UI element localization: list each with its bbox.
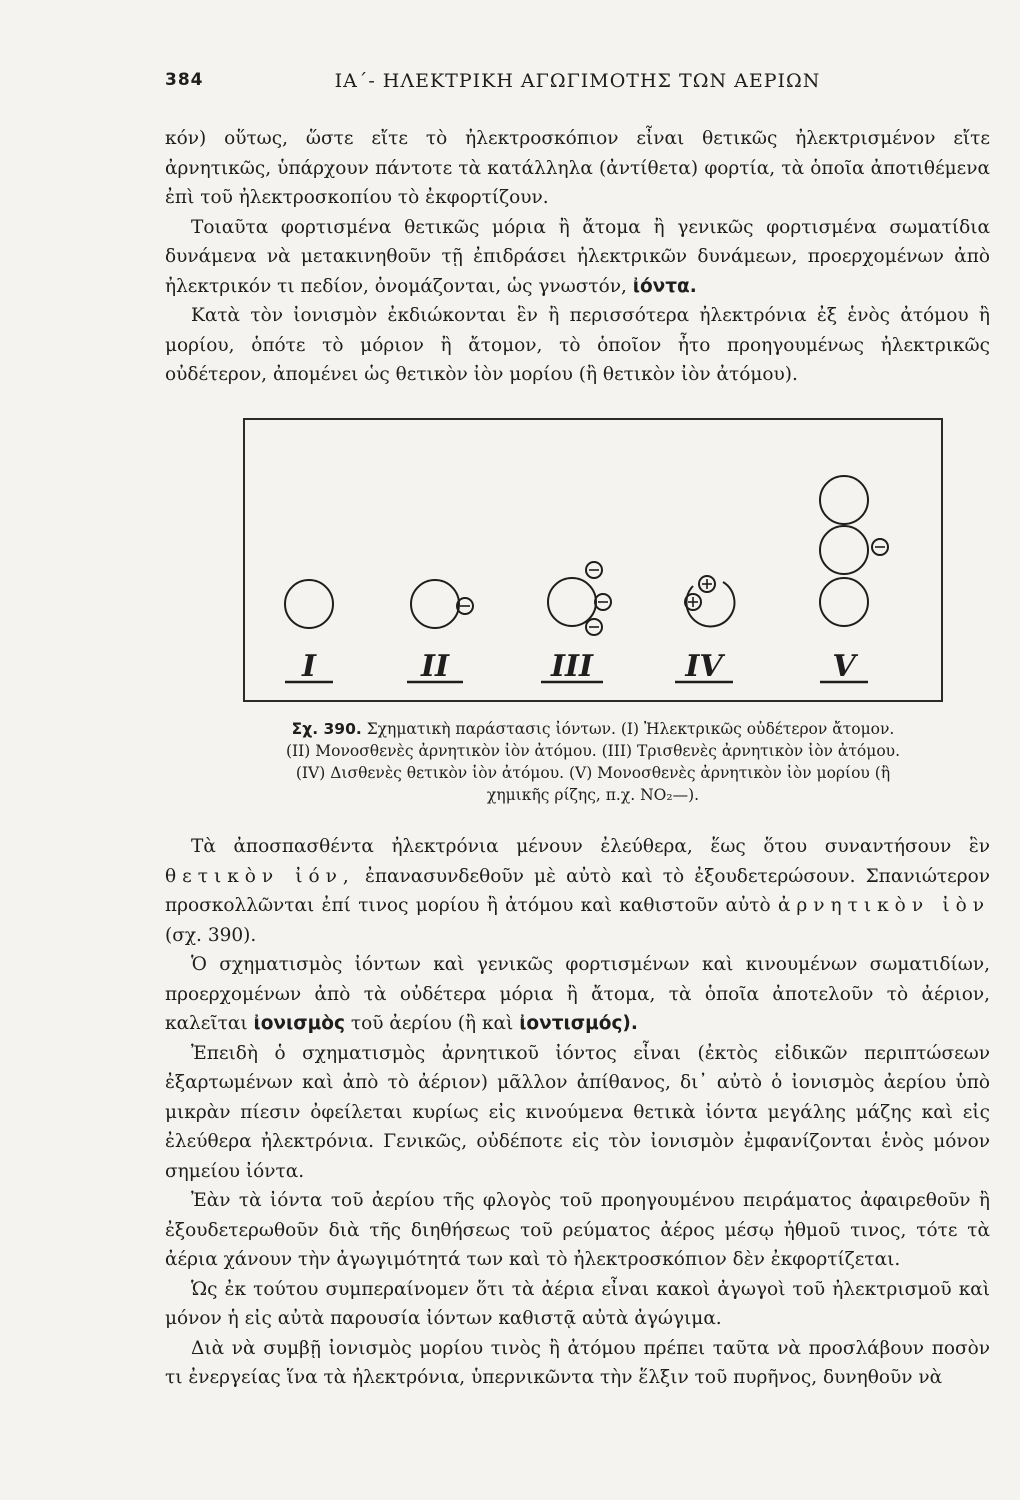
- caption-line: (IV) Δισθενὲς θετικὸν ἰὸν ἀτόμου. (V) Μονοσθενὲς ἀρνητικὸν ἰὸν μορίου (ἢ: [295, 764, 891, 782]
- label-ii: II: [420, 649, 450, 684]
- caption-line: χημικῆς ρίζης, π.χ. NO₂—).: [486, 786, 700, 804]
- paragraph: [165, 950, 990, 1039]
- text-block-top: [165, 124, 990, 390]
- paragraph: Κατὰ τὸν ἰονισμὸν ἐκδιώκονται ἓν ἢ περισσότερα ἠλεκτρόνια ἐξ ἑνὸς ἀτόμου ἢ μορίου, ὁπότε τὸ μόριον ἢ ἄτομον, τὸ ὁποῖον ἦτο προηγουμένως ἠλεκτρικῶς οὐδέτερον, ἀπομένει ὡς θετικὸν ἰὸν μορίου (ἢ θετικὸν ἰὸν ἀτόμου).: [165, 305, 990, 385]
- paragraph-text: (σχ. 390).: [165, 924, 257, 946]
- spaced-term: θετικὸν ἰόν,: [165, 865, 355, 887]
- bold-term-iontismos: ἰοντισμός).: [519, 1013, 638, 1034]
- atom-circle-iii: [548, 578, 596, 626]
- paragraph-text: Τὰ ἀποσπασθέντα ἠλεκτρόνια μένουν ἐλεύθερα, ἕως ὅτου συναντήσουν ἓν: [191, 836, 990, 857]
- text-block-bottom: [165, 832, 990, 1393]
- paragraph: Ἐπειδὴ ὁ σχηματισμὸς ἀρνητικοῦ ἰόντος εἶναι (ἐκτὸς εἰδικῶν περιπτώσεων ἐξαρτωμένων καὶ ἀπὸ τὸ ἀέριον) μᾶλλον ἀπίθανος, δι᾽ αὐτὸ ὁ ἰονισμὸς ἀερίου ὑπὸ μικρὰν πίεσιν ὀφείλεται κυρίως εἰς κινούμενα θετικὰ ἰόντα μεγάλης μάζης καὶ εἰς ἐλεύθερα ἠλεκτρόνια. Γενικῶς, οὐδέποτε εἰς τὸν ἰονισμὸν ἐμφανίζονται ἑνὸς μόνον σημείου ἰόντα.: [165, 1042, 990, 1182]
- molecule-circle-v-mid: [820, 526, 868, 574]
- caption-text: Σχηματικὴ παράστασις ἰόντων. (I) Ἠλεκτρικῶς οὐδέτερον ἄτομον.: [366, 720, 895, 738]
- ion-diagram: [245, 420, 945, 704]
- atom-circle-ii: [411, 580, 459, 628]
- label-i: I: [301, 649, 317, 684]
- caption-line: [243, 718, 943, 740]
- paragraph: [165, 832, 990, 950]
- running-title: ΙΑ΄- ΗΛΕΚΤΡΙΚΗ ΑΓΩΓΙΜΟΤΗΣ ΤΩΝ ΑΕΡΙΩΝ: [334, 70, 821, 92]
- molecule-circle-v-bottom: [820, 578, 868, 626]
- bold-term-ionta: ἰόντα.: [632, 275, 697, 297]
- paragraph-text: τοῦ ἀερίου (ἢ καὶ: [350, 1013, 514, 1034]
- paragraph-text: ἐπανασυνδεθοῦν μὲ αὐτὸ καὶ τὸ ἐξουδετερώσουν. Σπανιώτερον προσκολλῶνται ἐπί τινος μορίου ἢ ἀτόμου καὶ καθιστοῦν αὐτὸ: [165, 865, 990, 916]
- paragraph: κόν) οὕτως, ὥστε εἴτε τὸ ἠλεκτροσκόπιον εἶναι θετικῶς ἠλεκτρισμένον εἴτε ἀρνητικῶς, ὑπάρχουν πάντοτε τὰ κατάλληλα (ἀντίθετα) φορτία, τὰ ὁποῖα ἀποτιθέμενα ἐπὶ τοῦ ἠλεκτροσκοπίου τὸ ἐκφορτίζουν.: [165, 128, 990, 208]
- caption-line: (II) Μονοσθενὲς ἀρνητικὸν ἰὸν ἀτόμου. (III) Τρισθενὲς ἀρνητικὸν ἰὸν ἀτόμου.: [285, 742, 901, 760]
- paragraph-text: Ὁ σχηματισμὸς ἰόντων καὶ γενικῶς φορτισμένων καὶ κινουμένων σωματιδίων, προερχομένων ἀπὸ τὰ οὐδέτερα μόρια ἢ ἄτομα, τὰ ὁποῖα ἀποτελοῦν τὸ ἀέριον, καλεῖται: [165, 954, 990, 1034]
- paragraph: Διὰ νὰ συμβῇ ἰονισμὸς μορίου τινὸς ἢ ἀτόμου πρέπει ταῦτα νὰ προσλάβουν ποσὸν τι ἐνεργείας ἵνα τὰ ἠλεκτρόνια, ὑπερνικῶντα τὴν ἕλξιν τοῦ πυρῆνος, δυνηθοῦν νὰ: [165, 1337, 990, 1388]
- label-iii: III: [550, 649, 594, 684]
- paragraph: Ὡς ἐκ τούτου συμπεραίνομεν ὅτι τὰ ἀέρια εἶναι κακοὶ ἀγωγοὶ τοῦ ἠλεκτρισμοῦ καὶ μόνον ἡ εἰς αὐτὰ παρουσία ἰόντων καθιστᾷ αὐτὰ ἀγώγιμα.: [165, 1278, 990, 1329]
- bold-term-ionismos: ἰονισμὸς: [253, 1013, 345, 1034]
- page-header: [165, 70, 990, 100]
- atom-circle-i: [285, 580, 333, 628]
- paragraph-text: Τοιαῦτα φορτισμένα θετικῶς μόρια ἢ ἄτομα ἢ γενικῶς φορτισμένα σωματίδια δυνάμενα νὰ μετακινηθοῦν τῇ ἐπιδράσει ἠλεκτρικῶν δυνάμεων, προερχομένων ἀπὸ ἠλεκτρικόν τι πεδίον, ὀνομάζονται, ὡς γνωστόν,: [165, 216, 990, 297]
- molecule-circle-v-top: [820, 476, 868, 524]
- label-v: V: [832, 649, 856, 684]
- figure-caption: [243, 718, 943, 806]
- paragraph: Ἐὰν τὰ ἰόντα τοῦ ἀερίου τῆς φλογὸς τοῦ προηγουμένου πειράματος ἀφαιρεθοῦν ἢ ἐξουδετερωθοῦν διὰ τῆς διηθήσεως τοῦ ρεύματος ἀέρος μέσῳ ἠθμοῦ τινος, τότε τὰ ἀέρια χάνουν τὴν ἀγωγιμότητά των καὶ τὸ ἠλεκτροσκόπιον δὲν ἐκφορτίζεται.: [165, 1190, 990, 1270]
- spaced-term: ἀρνητικὸν ἰὸν: [777, 895, 991, 916]
- label-iv: IV: [685, 649, 723, 684]
- figure-390: [243, 418, 943, 702]
- caption-label: Σχ. 390.: [291, 720, 362, 738]
- page-number: 384: [165, 70, 204, 90]
- paragraph: [165, 213, 990, 302]
